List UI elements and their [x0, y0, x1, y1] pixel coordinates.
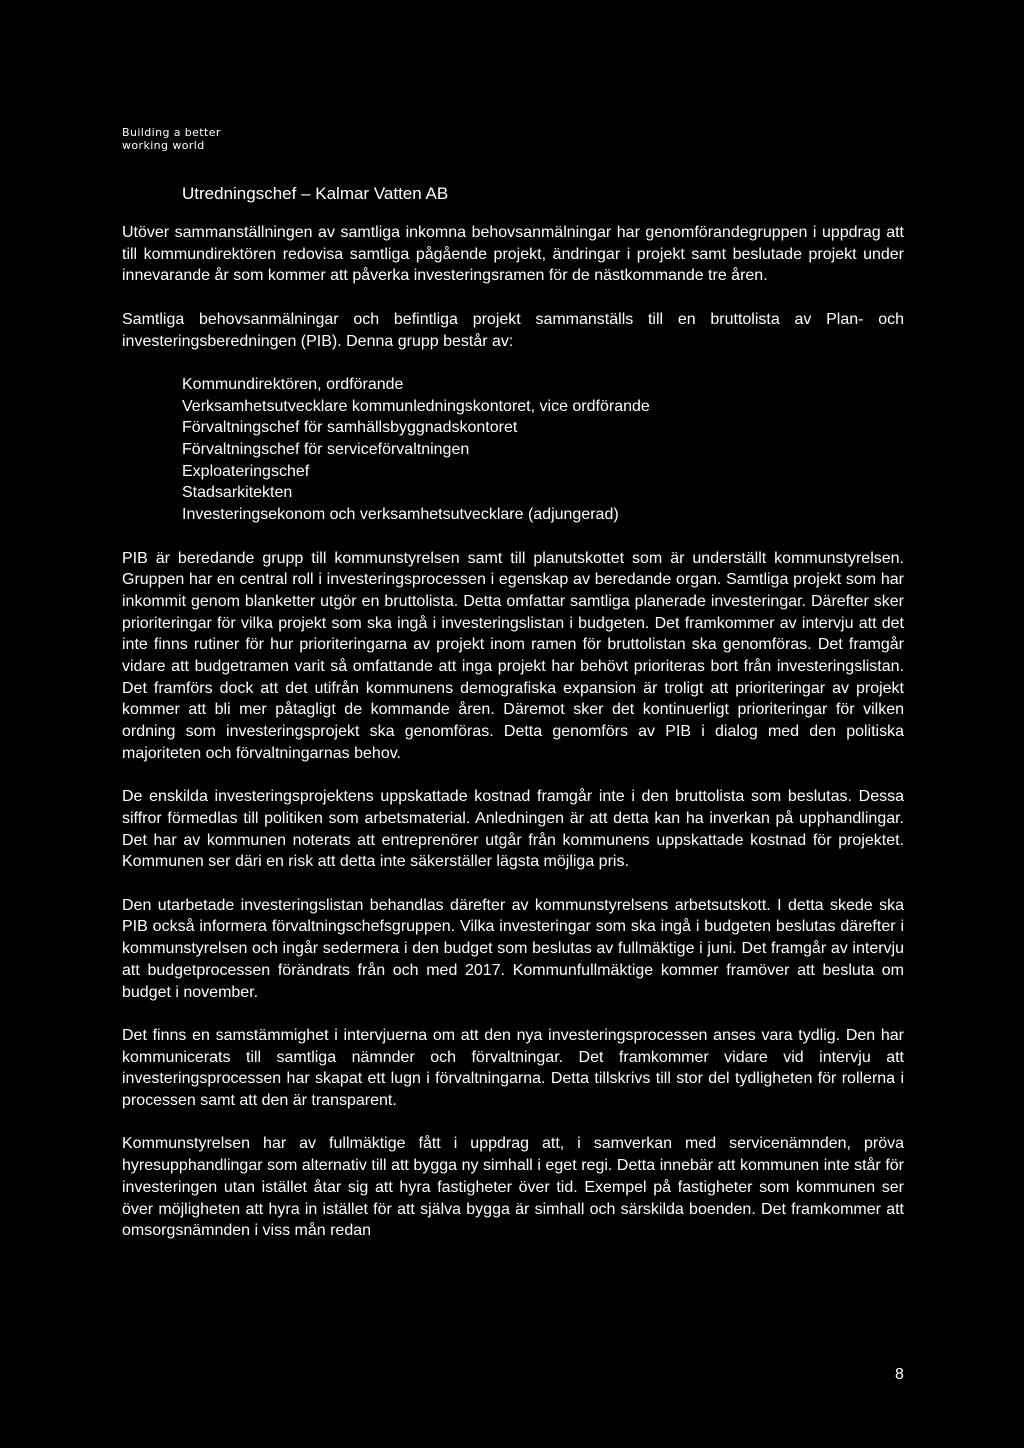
- logo-line-2: working world: [122, 139, 205, 152]
- paragraph-3: PIB är beredande grupp till kommunstyrelsen samt till planutskottet som är underställt kommunstyrelsen. Gruppen har en central roll i investeringsprocessen i egenskap av beredande organ. Samtliga projekt som har inkommit genom blanketter utgör en bruttolista. Detta omfattar samtliga planerade investeringar. Därefter sker prioriteringar för vilka projekt som ska ingå i investeringslistan i budgeten. Det framkommer av intervju att det inte finns rutiner för hur prioriteringarna av projekt inom ramen för bruttolistan ska genomföras. Det framgår vidare att budgetramen varit så omfattande att inga projekt har behövt prioriteras bort från investeringslistan. Det framförs dock att det utifrån kommunens demografiska expansion är troligt att prioriteringar av projekt kommer att bli mer påtagligt de kommande åren. Däremot sker det kontinuerligt prioriteringar för vilken ordning som investeringsprojekt ska genomföras. Detta genomförs av PIB i dialog med den politiska majoriteten och förvaltningarnas behov.: [122, 549, 904, 762]
- list-item: Stadsarkitekten: [182, 484, 293, 502]
- paragraph-2: Samtliga behovsanmälningar och befintliga projekt sammanställs till en bruttolista av Plan- och investeringsberedningen (PIB). Denna grupp består av:: [122, 310, 904, 350]
- list-item: Kommundirektören, ordförande: [182, 375, 404, 393]
- pib-members-list: [182, 374, 904, 526]
- paragraph-5: Den utarbetade investeringslistan behandlas därefter av kommunstyrelsens arbetsutskott. I detta skede ska PIB också informera förvaltningschefsgruppen. Vilka investeringar som ska ingå i budgeten beslutas därefter i kommunstyrelsen och ingår sedermera i den budget som beslutas av fullmäktige i juni. Det framgår av intervju att budgetprocessen förändrats från och med 2017. Kommunfullmäktige kommer framöver att besluta om budget i november.: [122, 896, 904, 1001]
- role-line: Utredningschef – Kalmar Vatten AB: [182, 184, 449, 203]
- list-item: Förvaltningschef för serviceförvaltningen: [182, 441, 470, 458]
- paragraph-1: Utöver sammanställningen av samtliga inkomna behovsanmälningar har genomförandegruppen i uppdrag att till kommundirektören redovisa samtliga pågående projekt, ändringar i projekt samt beslutade projekt under innevarande år som kommer att påverka investeringsramen för de nästkommande tre åren.: [122, 224, 904, 285]
- list-item: Investeringsekonom och verksamhetsutvecklare (adjungerad): [182, 506, 619, 524]
- paragraph-7: Kommunstyrelsen har av fullmäktige fått i uppdrag att, i samverkan med servicenämnden, pröva hyresupphandlingar som alternativ till att bygga ny simhall i eget regi. Detta innebär att kommunen inte står för investeringen utan istället åtar sig att hyra fastigheter över tid. Exempel på fastigheter som kommunen ser över möjligheten att hyra in istället för att själva bygga är simhall och särskilda boenden. Det framkommer att omsorgsnämnden i viss mån redan: [122, 1135, 904, 1240]
- list-item: Förvaltningschef för samhällsbyggnadskontoret: [182, 419, 518, 437]
- paragraph-6: Det finns en samstämmighet i intervjuerna om att den nya investeringsprocessen anses vara tydlig. Den har kommunicerats till samtliga nämnder och förvaltningar. Det framkommer vidare vid intervju att investeringsprocessen har skapat ett lugn i förvaltningarna. Detta tillskrivs till stor del tydligheten för rollerna i processen samt att den är transparent.: [122, 1026, 904, 1110]
- logo-line-1: Building a better: [122, 126, 221, 139]
- page-number: 8: [895, 1366, 904, 1383]
- paragraph-4: De enskilda investeringsprojektens uppskattade kostnad framgår inte i den bruttolista som beslutas. Dessa siffror förmedlas till politiken som arbetsmaterial. Anledningen är att detta kan ha inverkan på upphandlingar. Det har av kommunen noterats att entreprenörer utgår från kommunens uppskattade kostnad för projektet. Kommunen ser däri en risk att detta inte säkerställer lägsta möjliga pris.: [122, 788, 904, 871]
- list-item: Exploateringschef: [182, 462, 310, 480]
- company-logo: [122, 126, 221, 152]
- document-body: [122, 222, 904, 1264]
- list-item: Verksamhetsutvecklare kommunledningskontoret, vice ordförande: [182, 397, 650, 415]
